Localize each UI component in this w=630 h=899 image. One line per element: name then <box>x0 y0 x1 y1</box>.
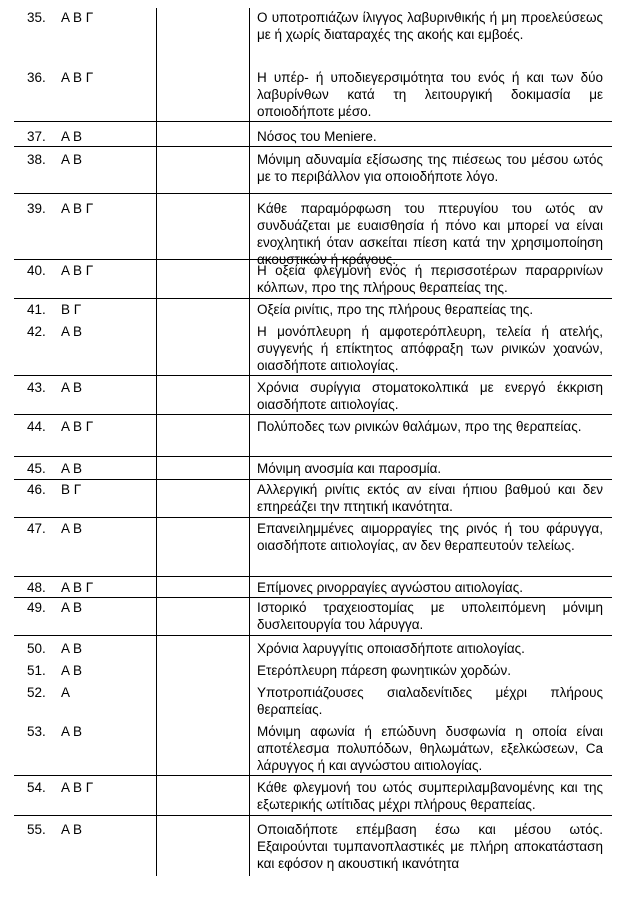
item-categories: Β Γ <box>61 302 82 317</box>
table-row <box>14 125 612 147</box>
item-description: Ετερόπλευρη πάρεση φωνητικών χορδών. <box>257 663 511 678</box>
item-description: Χρόνια λαρυγγίτις οποιασδήποτε αιτιολογίας. <box>257 641 525 656</box>
item-number: 37. <box>27 129 46 144</box>
item-description: Κάθε φλεγμονή του ωτός συμπεριλαμβανομένης και της εξωτερικής ωτίτιδας μέχρι πλήρους θεραπείας. <box>257 780 603 812</box>
item-categories: Α Β Γ <box>61 10 94 25</box>
item-description: Η υπέρ- ή υποδιεγερσιμότητα του ενός ή και των δύο λαβυρίνθων κατά τη λειτουργική δοκιμασία με οποιοδήποτε μέσο. <box>257 70 603 119</box>
table-row <box>14 457 612 480</box>
table-row <box>14 637 612 660</box>
item-description: Χρόνια συρίγγια στοματοκολπικά με ενεργό έκκριση οιασδήποτε αιτιολογίας. <box>257 380 603 412</box>
table-row <box>14 720 612 776</box>
item-description: Πολύποδες των ρινικών θαλάμων, προ της θεραπείας. <box>257 419 582 434</box>
item-categories: Α Β <box>61 152 83 167</box>
table-row <box>14 776 612 816</box>
item-description: Υποτροπιάζουσες σιαλαδενίτιδες μέχρι πλήρους θεραπείας. <box>257 685 603 717</box>
table-row <box>14 517 612 577</box>
item-description: Ιστορικό τραχειοστομίας με υπολειπόμενη μόνιμη δυσλειτουργία του λάρυγγα. <box>257 600 603 632</box>
item-description: Νόσος του Meniere. <box>257 129 377 144</box>
table-row <box>14 415 612 457</box>
item-categories: Α Β <box>61 641 83 656</box>
table-row <box>14 478 612 518</box>
table-row <box>14 6 612 70</box>
item-categories: Α Β <box>61 129 83 144</box>
item-number: 51. <box>27 663 46 678</box>
item-categories: Α Β <box>61 521 83 536</box>
item-number: 38. <box>27 152 46 167</box>
item-categories: Α <box>61 685 71 700</box>
item-number: 45. <box>27 461 46 476</box>
table-row <box>14 298 612 320</box>
item-number: 35. <box>27 10 46 25</box>
item-description: Κάθε παραμόρφωση του πτερυγίου του ωτός αν συνδυάζεται με ευαισθησία ή πόνο και μπορεί να είναι ενοχλητική όταν ασκείται πίεση κατά την χρησιμοποίηση ακουστικών ή κράνους. <box>257 201 603 267</box>
item-number: 48. <box>27 580 46 595</box>
table-row <box>14 320 612 376</box>
item-categories: Α Β Γ <box>61 263 94 278</box>
item-description: Ο υποτροπιάζων ίλιγγος λαβυρινθικής ή μη προελεύσεως με ή χωρίς διαταραχές της ακοής και εμβοές. <box>257 10 603 42</box>
item-number: 47. <box>27 521 46 536</box>
item-description: Επανειλημμένες αιμορραγίες της ρινός ή του φάρυγγα, οιασδήποτε αιτιολογίας, αν δεν θεραπευτούν τελείως. <box>257 521 603 553</box>
item-description: Οποιαδήποτε επέμβαση έσω και μέσου ωτός. Εξαιρούνται τυμπανοπλαστικές με πλήρη αποκατάσταση και εφόσον η ακουστική ικανότητα <box>257 822 603 871</box>
item-number: 43. <box>27 380 46 395</box>
item-categories: Α Β <box>61 663 83 678</box>
item-categories: Α Β Γ <box>61 780 94 795</box>
item-description: Μόνιμη αφωνία ή επώδυνη δυσφωνία η οποία είναι αποτέλεσμα πολυπόδων, θηλωμάτων, εξελκώσεων, Ca λάρυγγος ή και αγνώστου αιτιολογίας. <box>257 724 603 773</box>
item-number: 36. <box>27 70 46 85</box>
item-categories: Α Β <box>61 600 83 615</box>
item-categories: Β Γ <box>61 482 82 497</box>
item-description: Η οξεία φλεγμονή ενός ή περισσοτέρων παραρρινίων κόλπων, προ της πλήρους θεραπείας της. <box>257 263 603 295</box>
table-row <box>14 818 612 878</box>
item-categories: Α Β <box>61 380 83 395</box>
item-description: Επίμονες ρινορραγίες αγνώστου αιτιολογίας. <box>257 580 523 595</box>
item-categories: Α Β Γ <box>61 201 94 216</box>
item-description: Αλλεργική ρινίτις εκτός αν είναι ήπιου βαθμού και δεν επηρεάζει την πτητική ικανότητα. <box>257 482 603 514</box>
table-row <box>14 66 612 122</box>
table-row <box>14 376 612 415</box>
item-categories: Α Β Γ <box>61 419 94 434</box>
item-description: Η μονόπλευρη ή αμφοτερόπλευρη, τελεία ή ατελής, συγγενής ή επίκτητος απόφραξη των ρινικών χοανών, οιασδήποτε αιτιολογίας. <box>257 324 603 373</box>
table-row <box>14 576 612 598</box>
table-row <box>14 259 612 299</box>
item-number: 44. <box>27 419 46 434</box>
item-categories: Α Β <box>61 324 83 339</box>
table-row <box>14 197 612 267</box>
item-categories: Α Β <box>61 461 83 476</box>
item-number: 46. <box>27 482 46 497</box>
item-categories: Α Β <box>61 724 83 739</box>
item-number: 40. <box>27 263 46 278</box>
item-categories: Α Β <box>61 822 83 837</box>
table-row <box>14 681 612 723</box>
item-description: Μόνιμη ανοσμία και παροσμία. <box>257 461 442 476</box>
table-row <box>14 596 612 636</box>
table-row <box>14 659 612 681</box>
item-number: 54. <box>27 780 46 795</box>
item-number: 50. <box>27 641 46 656</box>
item-number: 55. <box>27 822 46 837</box>
item-number: 52. <box>27 685 46 700</box>
item-description: Οξεία ρινίτις, προ της πλήρους θεραπείας της. <box>257 302 534 317</box>
item-categories: Α Β Γ <box>61 580 94 595</box>
item-number: 41. <box>27 302 46 317</box>
item-number: 39. <box>27 201 46 216</box>
item-number: 49. <box>27 600 46 615</box>
item-number: 53. <box>27 724 46 739</box>
item-categories: Α Β Γ <box>61 70 94 85</box>
table-row <box>14 148 612 194</box>
item-description: Μόνιμη αδυναμία εξίσωσης της πιέσεως του μέσου ωτός με το περιβάλλον για οποιοδήποτε λόγο. <box>257 152 603 184</box>
item-number: 42. <box>27 324 46 339</box>
